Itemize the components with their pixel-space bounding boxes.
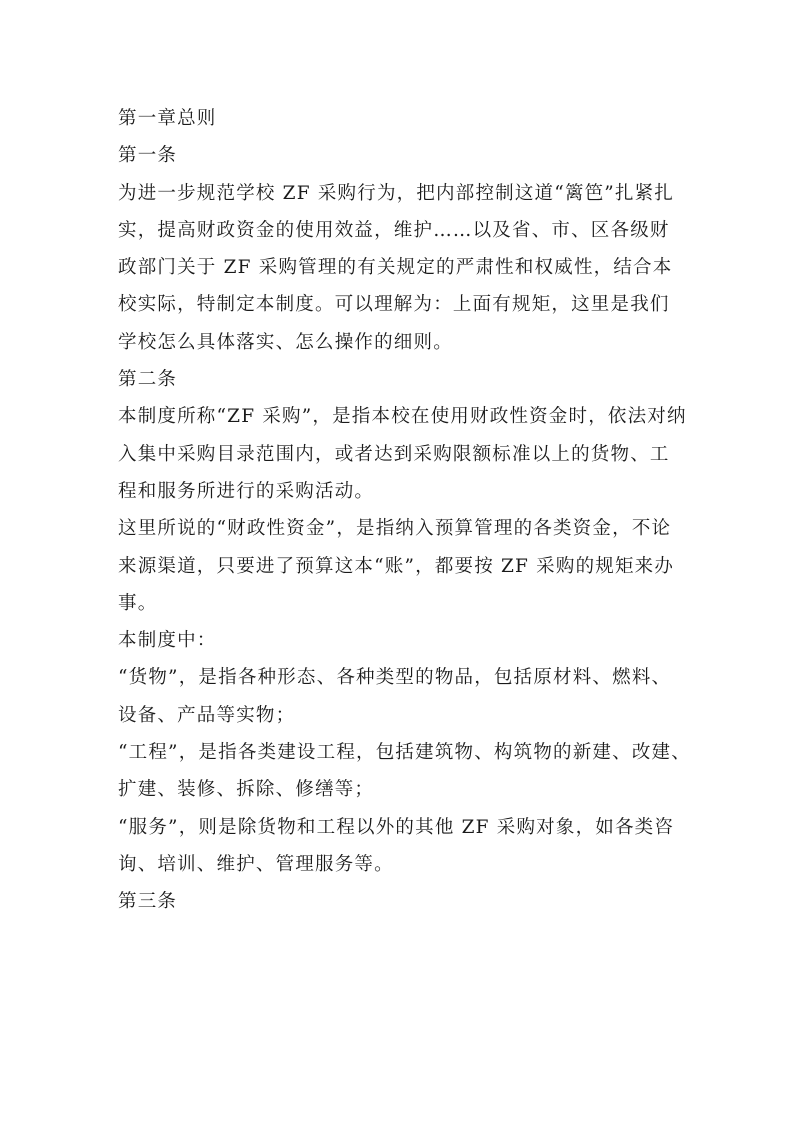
article-paragraph xyxy=(118,175,686,361)
text-line: 实，提高财政资金的使用效益，维护……以及省、市、区各级财 xyxy=(118,219,670,241)
article-paragraph xyxy=(118,622,686,659)
text-line: 为进一步规范学校 ZF 采购行为，把内部控制这道“篱笆”扎紧扎 xyxy=(118,182,675,204)
article-heading: 第一条 xyxy=(118,145,178,167)
chapter-title: 第一章总则 xyxy=(118,108,217,129)
text-line: 程和服务所进行的采购活动。 xyxy=(118,480,375,502)
text-line: 事。 xyxy=(118,592,158,614)
text-line: “工程”，是指各类建设工程，包括建筑物、构筑物的新建、改建、 xyxy=(118,742,691,764)
text-line: 扩建、装修、拆除、修缮等； xyxy=(118,779,375,801)
text-line: 学校怎么具体落实、怎么操作的细则。 xyxy=(118,331,453,353)
text-line: “货物”，是指各种形态、各种类型的物品，包括原材料、燃料、 xyxy=(118,667,672,689)
text-line: 设备、产品等实物； xyxy=(118,704,296,726)
text-line: 校实际，特制定本制度。可以理解为：上面有规矩，这里是我们 xyxy=(118,294,670,316)
text-line: 来源渠道，只要进了预算这本“账”，都要按 ZF 采购的规矩来办 xyxy=(118,555,675,577)
text-line: “服务”，则是除货物和工程以外的其他 ZF 采购对象，如各类咨 xyxy=(118,816,675,838)
article-paragraph xyxy=(118,510,686,622)
text-line: 询、培训、维护、管理服务等。 xyxy=(118,853,394,875)
text-line: 入集中采购目录范围内，或者达到采购限额标准以上的货物、工 xyxy=(118,443,670,465)
definition-works xyxy=(118,734,691,809)
text-line: 本制度中： xyxy=(118,630,217,652)
article-paragraph xyxy=(118,398,686,510)
document-page xyxy=(118,100,691,921)
text-line: 本制度所称“ZF 采购”，是指本校在使用财政性资金时，依法对纳 xyxy=(118,406,687,428)
article-heading: 第三条 xyxy=(118,891,178,913)
definition-services xyxy=(118,809,686,884)
text-line: 政部门关于 ZF 采购管理的有关规定的严肃性和权威性，结合本 xyxy=(118,257,673,279)
text-line: 这里所说的“财政性资金”，是指纳入预算管理的各类资金，不论 xyxy=(118,518,672,540)
definition-goods xyxy=(118,659,686,734)
article-heading: 第二条 xyxy=(118,369,178,391)
